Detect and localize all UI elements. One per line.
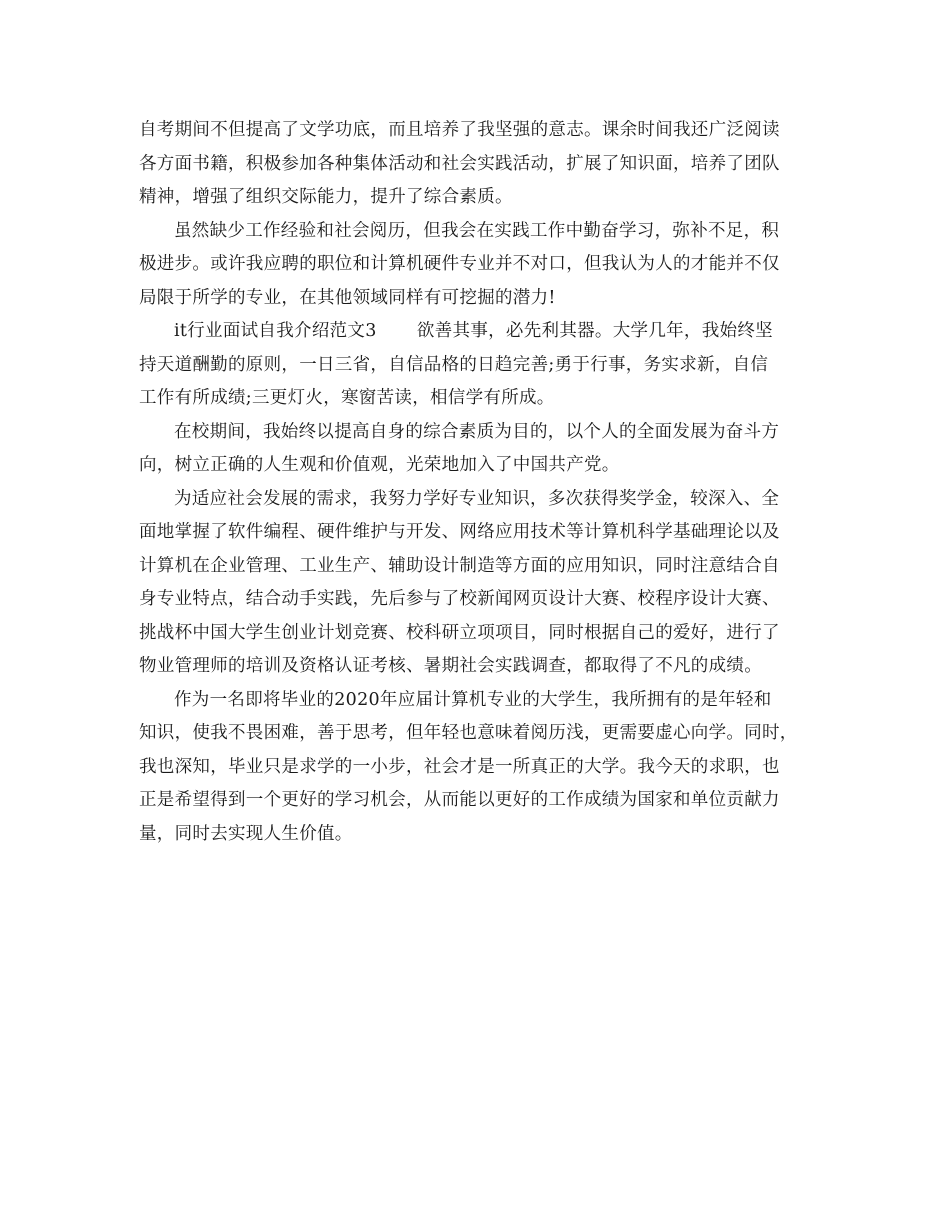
text-line: 工作有所成绩;三更灯火，寒窗苦读，相信学有所成。 bbox=[139, 388, 555, 408]
text-line: 各方面书籍，积极参加各种集体活动和社会实践活动，扩展了知识面，培养了团队 bbox=[139, 153, 780, 174]
text-line: 自考期间不但提高了文学功底，而且培养了我坚强的意志。课余时间我还广泛阅读 bbox=[139, 120, 780, 140]
text-fragment: 欲善其事，必先利其器。大学几年，我始终坚 bbox=[416, 321, 773, 341]
text-line: 量，同时去实现人生价值。 bbox=[139, 823, 353, 844]
section-heading: it行业面试自我介绍范文3 bbox=[174, 321, 377, 341]
text-line: 物业管理师的培训及资格认证考核、暑期社会实践调查，都取得了不凡的成绩。 bbox=[139, 656, 762, 676]
text-line bbox=[139, 315, 815, 349]
text-line: 面地掌握了软件编程、硬件维护与开发、网络应用技术等计算机科学基础理论以及 bbox=[139, 522, 780, 542]
text-line: 身专业特点，结合动手实践，先后参与了校新闻网页设计大赛、校程序设计大赛、 bbox=[139, 589, 780, 609]
text-line: 我也深知，毕业只是求学的一小步，社会才是一所真正的大学。我今天的求职，也 bbox=[139, 756, 780, 777]
paragraph-2 bbox=[139, 215, 815, 316]
paragraph-5 bbox=[139, 483, 815, 684]
text-line: 向，树立正确的人生观和价值观，光荣地加入了中国共产党。 bbox=[139, 455, 620, 475]
text-line: 计算机在企业管理、工业生产、辅助设计制造等方面的应用知识，同时注意结合自 bbox=[139, 555, 780, 576]
text-line: 为适应社会发展的需求，我努力学好专业知识，多次获得奖学金，较深入、全 bbox=[174, 488, 780, 509]
paragraph-6 bbox=[139, 684, 815, 852]
text-line: 精神，增强了组织交际能力，提升了综合素质。 bbox=[139, 187, 513, 207]
text-line: 正是希望得到一个更好的学习机会，从而能以更好的工作成绩为国家和单位贡献力 bbox=[139, 790, 780, 810]
text-line: 持天道酬勤的原则，一日三省，自信品格的日趋完善;勇于行事，务实求新，自信 bbox=[139, 354, 769, 375]
paragraph-4 bbox=[139, 416, 815, 483]
text-line: 知识，使我不畏困难，善于思考，但年轻也意味着阅历浅，更需要虚心向学。同时， bbox=[139, 723, 798, 743]
text-line: 极进步。或许我应聘的职位和计算机硬件专业并不对口，但我认为人的才能并不仅 bbox=[139, 254, 780, 274]
text-line: 作为一名即将毕业的2020年应届计算机专业的大学生，我所拥有的是年轻和 bbox=[174, 689, 772, 710]
document-body bbox=[139, 114, 815, 851]
paragraph-3 bbox=[139, 315, 815, 416]
text-line: 局限于所学的专业，在其他领域同样有可挖掘的潜力! bbox=[139, 287, 556, 308]
paragraph-1 bbox=[139, 114, 815, 215]
text-line: 挑战杯中国大学生创业计划竞赛、校科研立项项目，同时根据自己的爱好，进行了 bbox=[139, 622, 780, 643]
text-line: 在校期间，我始终以提高自身的综合素质为目的，以个人的全面发展为奋斗方 bbox=[174, 421, 780, 442]
text-line: 虽然缺少工作经验和社会阅历，但我会在实践工作中勤奋学习，弥补不足，积 bbox=[174, 220, 780, 241]
